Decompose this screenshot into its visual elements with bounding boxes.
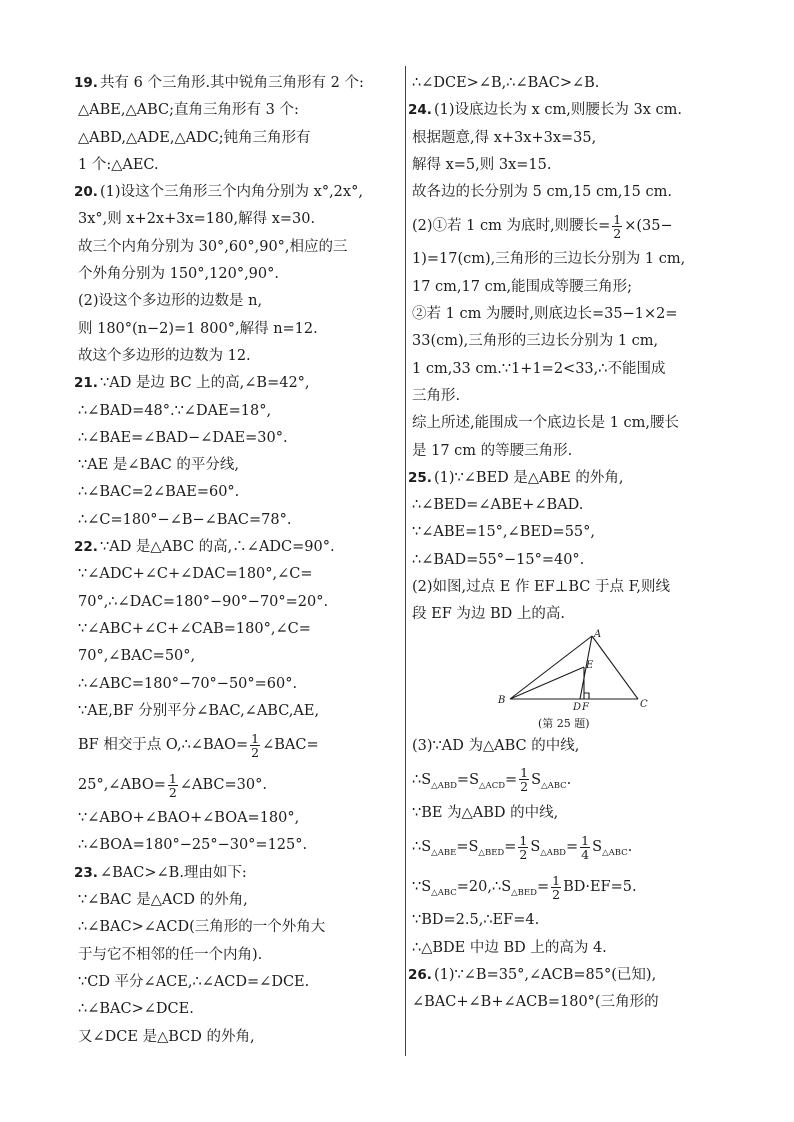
line-text: 1)=17(cm),三角形的三边长分别为 1 cm, (412, 251, 686, 268)
line-text: =S (456, 771, 480, 788)
text-line (78, 479, 400, 506)
text-line (78, 698, 400, 725)
line-text: ∠BAC= (262, 737, 319, 754)
line-text: 个外角分别为 150°,120°,90°. (78, 266, 279, 283)
text-line (78, 425, 400, 452)
text-line (412, 733, 728, 760)
fraction-denominator: 2 (520, 779, 529, 795)
area-subscript: △ACD (479, 780, 506, 791)
text-line (412, 438, 728, 465)
line-text: △ABD,△ADE,△ADC;钝角三角形有 (78, 129, 311, 146)
problem-start-line (408, 465, 728, 492)
text-line (412, 989, 728, 1016)
line-text: ∴∠DCE>∠B,∴∠BAC>∠B. (412, 75, 600, 91)
line-text: ∵∠ABO+∠BAO+∠BOA=180°, (78, 810, 300, 827)
line-text: S (531, 771, 542, 788)
line-text: ∵∠ABC+∠C+∠CAB=180°,∠C= (78, 620, 311, 637)
line-text: ∴∠BAC=2∠BAE=60°. (78, 484, 240, 501)
figure-caption: (第 25 题) (538, 716, 590, 730)
text-line (78, 261, 400, 288)
line-text: . (566, 771, 572, 788)
line-text: 25°,∠ABO= (78, 777, 166, 794)
fraction-denominator: 2 (519, 846, 528, 862)
text-line (78, 996, 400, 1023)
fraction-denominator: 2 (251, 744, 260, 760)
problem-start-line (408, 97, 728, 124)
problem-start-line (74, 70, 400, 97)
triangle-diagram (492, 629, 652, 715)
fraction-numerator: 1 (168, 770, 177, 786)
problem-number: 21. (74, 375, 98, 392)
text-line (412, 152, 728, 179)
fraction-denominator: 2 (552, 886, 561, 902)
text-line (78, 887, 400, 914)
fraction-numerator: 1 (552, 872, 561, 888)
line-text: ∵AE 是∠BAC 的平分线, (78, 457, 239, 474)
text-line (78, 589, 400, 616)
text-line (78, 561, 400, 588)
text-line (412, 125, 728, 152)
right-column-top (408, 70, 728, 629)
line-text: BF 相交于点 O,∴∠BAO= (78, 737, 249, 754)
line-text: =S (456, 839, 479, 856)
text-line (78, 234, 400, 261)
line-text: (1)∵∠BED 是△ABE 的外角, (434, 469, 624, 486)
line-text: ∴S (412, 771, 432, 788)
text-line (78, 316, 400, 343)
left-column (74, 70, 400, 1051)
line-text: BD·EF=5. (563, 879, 637, 896)
text-line (412, 301, 728, 328)
text-line (412, 179, 728, 206)
line-text: ∴∠BOA=180°−25°−30°=125°. (78, 837, 308, 854)
segment-ab (510, 636, 592, 699)
line-text: 70°,∴∠DAC=180°−90°−70°=20°. (78, 593, 329, 610)
line-text: 段 EF 为边 BD 上的高. (412, 606, 565, 623)
fraction (551, 874, 561, 901)
line-text: (1)设底边长为 x cm,则腰长为 3x cm. (434, 102, 683, 119)
line-text: (2)①若 1 cm 为底时,则腰长= (412, 218, 611, 235)
line-text: 解得 x=5,则 3x=15. (412, 156, 552, 173)
text-line (78, 507, 400, 534)
line-text: 根据题意,得 x+3x+3x=35, (412, 129, 597, 146)
fraction (168, 772, 178, 799)
line-text: 17 cm,17 cm,能围成等腰三角形; (412, 278, 632, 295)
text-line (412, 800, 728, 827)
line-text: (2)如图,过点 E 作 EF⊥BC 于点 F,则线 (412, 579, 670, 596)
text-line (412, 574, 728, 601)
right-angle-mark (584, 693, 589, 699)
text-line (412, 519, 728, 546)
fraction (580, 834, 590, 861)
text-line (78, 765, 400, 805)
label-b: B (498, 694, 506, 706)
line-text: 三角形. (412, 387, 461, 404)
line-text: 1 cm,33 cm.∵1+1=2<33,∴不能围成 (412, 360, 666, 377)
problem-start-line (74, 860, 400, 887)
text-line (78, 1024, 400, 1051)
fraction-denominator: 2 (613, 225, 622, 241)
area-subscript: △ABD (540, 848, 567, 859)
problem-number: 22. (74, 539, 98, 556)
fraction-denominator: 2 (168, 784, 177, 800)
text-line (412, 328, 728, 355)
line-text: ∵BE 为△ABD 的中线, (412, 804, 559, 821)
line-text: ∵BD=2.5,∴EF=4. (412, 912, 540, 929)
text-line (412, 246, 728, 273)
segment-be (510, 667, 584, 699)
line-text: ∴S (412, 839, 432, 856)
line-text: = (566, 839, 579, 856)
text-line (78, 616, 400, 643)
text-line (78, 152, 400, 179)
line-text: ∴△BDE 中边 BD 上的高为 4. (412, 939, 607, 956)
text-line (78, 643, 400, 670)
figure-25 (412, 629, 728, 715)
fraction (612, 213, 622, 240)
right-column (408, 70, 728, 1016)
fraction-numerator: 1 (581, 832, 590, 848)
text-line (412, 601, 728, 628)
line-text: 故各边的长分别为 5 cm,15 cm,15 cm. (412, 184, 673, 201)
line-text: ∴∠C=180°−∠B−∠BAC=78°. (78, 511, 292, 528)
line-text: (3)∵AD 为△ABC 的中线, (412, 737, 580, 754)
line-text: ∵AE,BF 分别平分∠BAC,∠ABC,AE, (78, 702, 320, 719)
line-text: ∴∠BAD=55°−15°=40°. (412, 551, 585, 568)
text-line (412, 760, 728, 800)
line-text: 共有 6 个三角形.其中锐角三角形有 2 个: (100, 75, 364, 91)
line-text: ∵AD 是△ABC 的高,∴∠ADC=90°. (100, 539, 335, 556)
problem-number: 19. (74, 75, 98, 91)
line-text: ∴∠BAC>∠DCE. (78, 1001, 194, 1018)
problem-start-line (74, 534, 400, 561)
text-line (78, 671, 400, 698)
text-line (78, 452, 400, 479)
text-line (412, 827, 728, 867)
label-a: A (594, 628, 602, 640)
text-line (78, 206, 400, 233)
problem-start-line (408, 962, 728, 989)
line-text: ∵∠ABE=15°,∠BED=55°, (412, 524, 596, 541)
problem-number: 20. (74, 184, 98, 201)
line-text: ∴∠BAD=48°.∵∠DAE=18°, (78, 402, 272, 419)
text-line (412, 383, 728, 410)
line-text: 33(cm),三角形的三边长分别为 1 cm, (412, 333, 659, 350)
line-text: S (592, 839, 603, 856)
line-text: 则 180°(n−2)=1 800°,解得 n=12. (78, 320, 318, 337)
area-subscript: △BED (511, 888, 537, 899)
text-line (412, 410, 728, 437)
line-text: ×(35− (624, 218, 673, 235)
line-text: ∴∠BAE=∠BAD−∠DAE=30°. (78, 429, 288, 446)
area-subscript: △ABE (431, 848, 457, 859)
line-text: ∵∠ADC+∠C+∠DAC=180°,∠C= (78, 566, 313, 583)
line-text: ∴∠BAC>∠ACD(三角形的一个外角大 (78, 919, 326, 936)
line-text: 1 个:△AEC. (78, 156, 159, 173)
fraction (518, 834, 528, 861)
area-subscript: △BED (478, 848, 505, 859)
problem-start-line (74, 179, 400, 206)
text-line (412, 935, 728, 962)
line-text: (1)设这个三角形三个内角分别为 x°,2x°, (100, 184, 363, 201)
problem-number: 26. (408, 966, 432, 983)
line-text: 是 17 cm 的等腰三角形. (412, 442, 573, 459)
area-subscript: △ABD (431, 780, 457, 791)
text-line (412, 492, 728, 519)
line-text: 故这个多边形的边数为 12. (78, 347, 251, 364)
label-f: F (582, 701, 589, 713)
fraction-numerator: 1 (520, 765, 529, 781)
line-text: 故三个内角分别为 30°,60°,90°,相应的三 (78, 238, 348, 255)
text-line (412, 547, 728, 574)
text-line (412, 907, 728, 934)
problem-number: 24. (408, 102, 432, 119)
line-text: = (505, 771, 518, 788)
line-text: ∵S (412, 879, 432, 896)
label-d: D (573, 701, 582, 713)
line-text: 又∠DCE 是△BCD 的外角, (78, 1028, 255, 1045)
line-text: ∠BAC>∠B.理由如下: (100, 864, 247, 881)
problem-number: 23. (74, 864, 98, 881)
line-text: (2)设这个多边形的边数是 n, (78, 293, 263, 310)
line-text: S (530, 839, 541, 856)
line-text: ∵AD 是边 BC 上的高,∠B=42°, (100, 375, 310, 392)
column-divider (405, 66, 406, 1056)
text-line (78, 832, 400, 859)
area-subscript: △ABC (431, 888, 457, 899)
line-text: ∴∠BED=∠ABE+∠BAD. (412, 497, 584, 514)
text-line (412, 274, 728, 301)
line-text: ∵∠BAC 是△ACD 的外角, (78, 892, 248, 909)
line-text: 综上所述,能围成一个底边长是 1 cm,腰长 (412, 415, 680, 432)
text-line (78, 288, 400, 315)
line-text: 70°,∠BAC=50°, (78, 648, 196, 665)
line-text: ∴∠ABC=180°−70°−50°=60°. (78, 675, 298, 692)
fraction (519, 766, 529, 793)
text-line (78, 398, 400, 425)
area-subscript: △ABC (541, 780, 567, 791)
fraction (250, 732, 260, 759)
text-line (412, 867, 728, 907)
text-line (412, 356, 728, 383)
fraction-numerator: 1 (251, 730, 260, 746)
area-subscript: △ABC (602, 848, 628, 859)
fraction-numerator: 1 (519, 832, 528, 848)
line-text: = (504, 839, 517, 856)
line-text: ②若 1 cm 为腰时,则底边长=35−1×2= (412, 306, 678, 323)
line-text: 3x°,则 x+2x+3x=180,解得 x=30. (78, 211, 316, 228)
text-line (412, 206, 728, 246)
text-line (78, 343, 400, 370)
fraction-numerator: 1 (613, 211, 622, 227)
label-e: E (586, 659, 594, 671)
line-text: ∵CD 平分∠ACE,∴∠ACD=∠DCE. (78, 973, 310, 990)
fraction-denominator: 4 (581, 846, 590, 862)
line-text: ∠BAC+∠B+∠ACB=180°(三角形的 (412, 994, 659, 1011)
text-line (412, 70, 728, 97)
line-text: ∠ABC=30°. (179, 777, 267, 794)
line-text: =20,∴S (456, 879, 512, 896)
text-line (78, 969, 400, 996)
line-text: . (627, 839, 633, 856)
line-text: △ABE,△ABC;直角三角形有 3 个: (78, 102, 299, 119)
line-text: = (536, 879, 550, 896)
segment-ac (592, 636, 638, 699)
text-line (78, 805, 400, 832)
line-text: 于与它不相邻的任一个内角). (78, 946, 263, 963)
text-line (78, 725, 400, 765)
problem-start-line (74, 370, 400, 397)
text-line (78, 125, 400, 152)
text-line (78, 97, 400, 124)
text-line (78, 914, 400, 941)
text-line (78, 942, 400, 969)
problem-number: 25. (408, 469, 432, 486)
line-text: (1)∵∠B=35°,∠ACB=85°(已知), (434, 966, 657, 983)
label-c: C (640, 698, 648, 710)
